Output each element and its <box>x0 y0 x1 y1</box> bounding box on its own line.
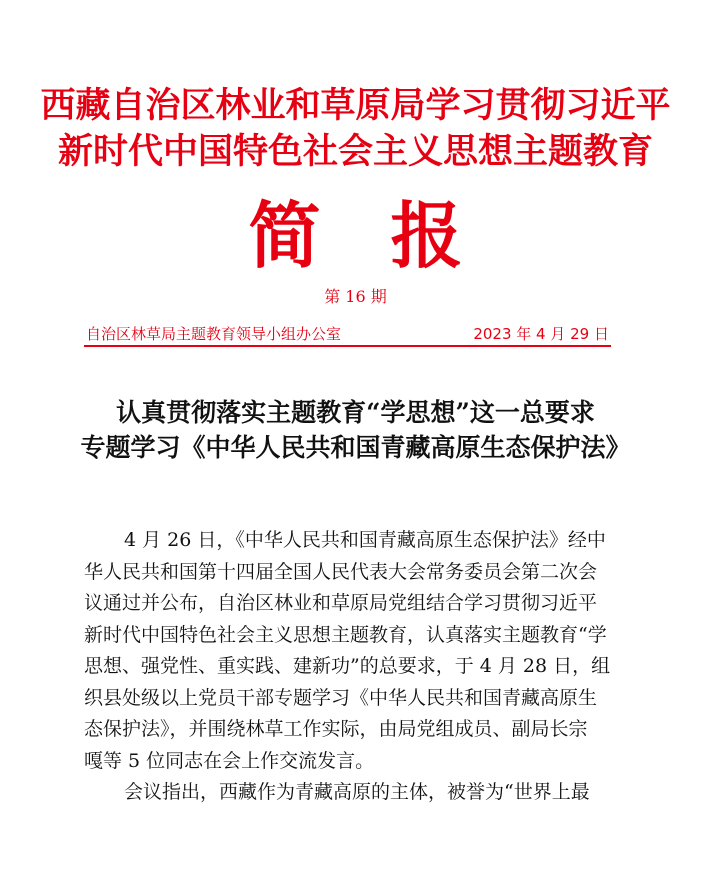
article-title-line2: 专题学习《中华人民共和国青藏高原生态保护法》 <box>80 433 631 462</box>
bulletin-header-title-line2: 新时代中国特色社会主义思想主题教育 <box>57 131 653 172</box>
body-line: 新时代中国特色社会主义思想主题教育，认真落实主题教育“学 <box>84 623 607 646</box>
issuing-office: 自治区林草局主题教育领导小组办公室 <box>86 325 342 343</box>
body-line: 会议指出，西藏作为青藏高原的主体，被誉为“世界上最 <box>124 781 590 803</box>
body-line: 织县处级以上党员干部专题学习《中华人民共和国青藏高原生 <box>84 686 598 709</box>
body-line: 嘎等 5 位同志在会上作交流发言。 <box>84 749 375 772</box>
issue-number: 第 16 期 <box>324 287 387 306</box>
article-body <box>84 525 640 809</box>
body-line: 4 月 26 日，《中华人民共和国青藏高原生态保护法》经中 <box>124 529 606 551</box>
issue-date: 2023 年 4 月 29 日 <box>473 325 609 343</box>
bulletin-label: 简报 <box>248 193 533 278</box>
body-line: 态保护法》，并围绕林草工作实际，由局党组成员、副局长宗 <box>84 718 588 740</box>
bulletin-header-title-line1: 西藏自治区林业和草原局学习贯彻习近平 <box>40 85 671 126</box>
body-line: 华人民共和国第十四届全国人民代表大会常务委员会第二次会 <box>84 560 598 583</box>
body-line: 思想、强党性、重实践、建新功”的总要求，于 4 月 28 日，组 <box>84 655 611 677</box>
article-title-line1: 认真贯彻落实主题教育“学思想”这一总要求 <box>116 398 595 427</box>
header-divider <box>84 345 611 347</box>
body-line: 议通过并公布，自治区林业和草原局党组结合学习贯彻习近平 <box>84 592 598 614</box>
